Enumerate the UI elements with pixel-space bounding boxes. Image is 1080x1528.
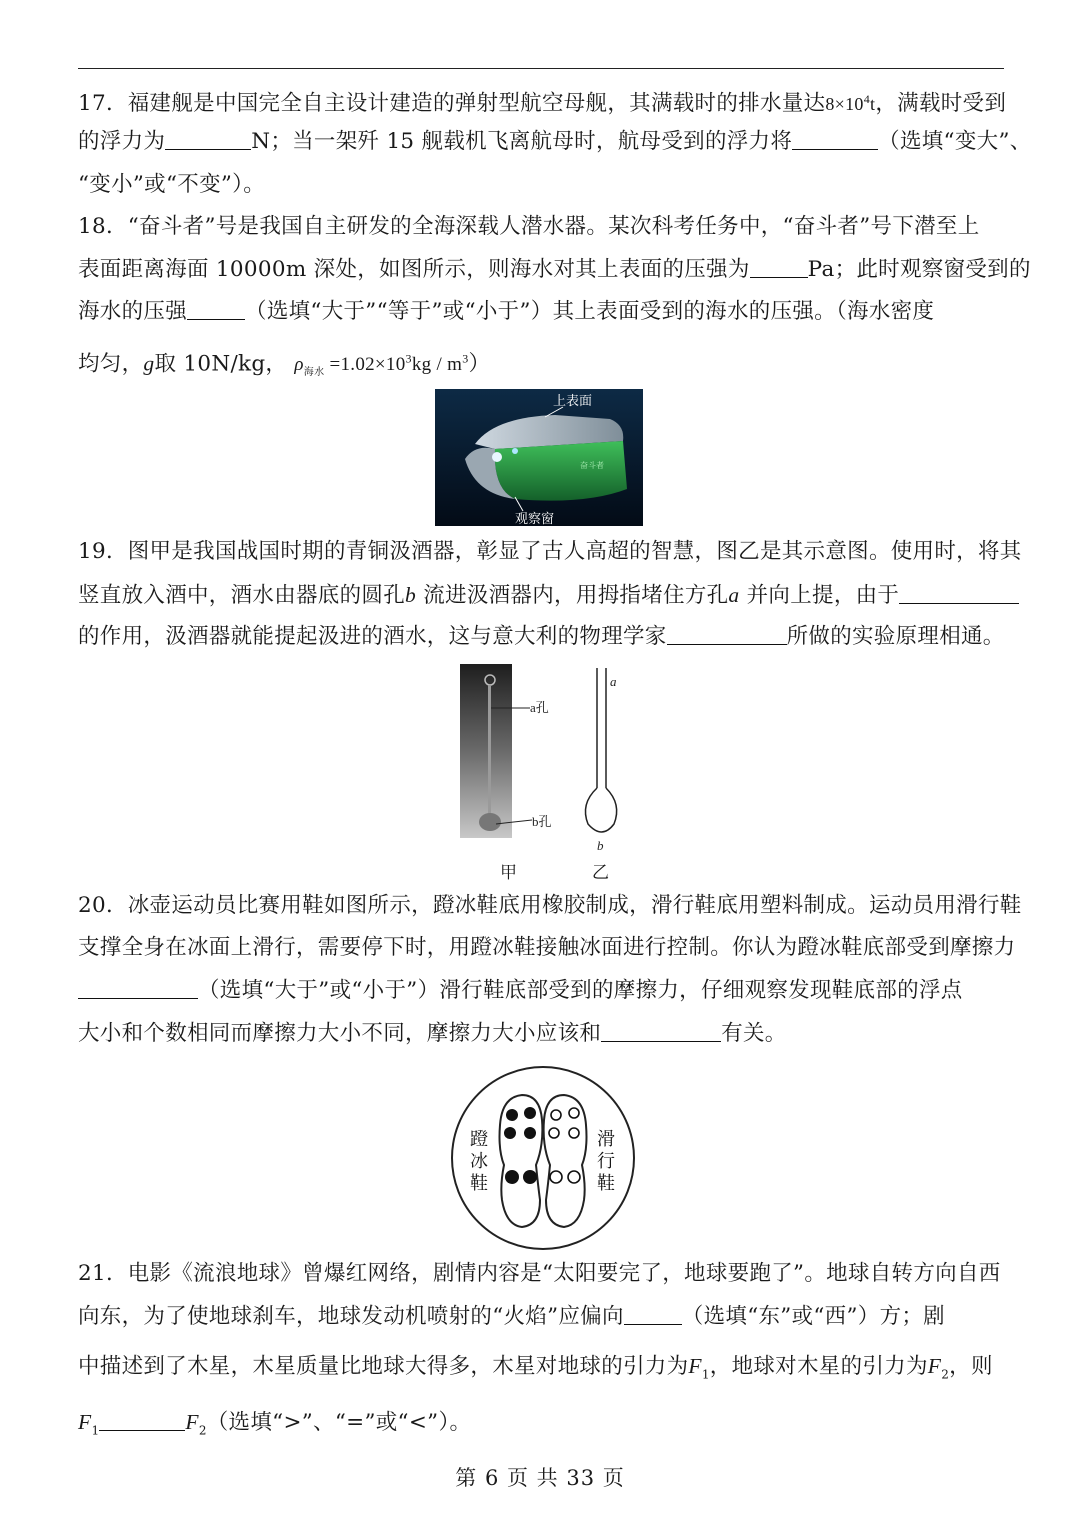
q19-line-3: 的作用，汲酒器就能提起汲进的酒水，这与意大利的物理学家 所做的实验原理相通。: [78, 624, 1005, 649]
q18-blank-2[interactable]: [187, 297, 245, 320]
q17-blank-2[interactable]: [792, 127, 878, 150]
q21-line-4: $F_1$ $F_2$（选填“>”、“=”或“<”）。: [78, 1410, 472, 1438]
q17-line-2: 的浮力为 N；当一架歼 15 舰载机飞离航母时，航母受到的浮力将 （选填“变大”、: [78, 129, 1032, 154]
svg-text:蹬: 蹬: [470, 1129, 488, 1150]
svg-text:鞋: 鞋: [470, 1173, 488, 1194]
displacement-value: $8\times 10^4t$: [825, 92, 876, 114]
q18-line-3: 海水的压强 （选填“大于”“等于”或“小于”）其上表面受到的海水的压强。（海水密度: [78, 299, 935, 324]
q21-line-1: 21．电影《流浪地球》曾爆红网络，剧情内容是“太阳要完了，地球要跑了”。地球自转方向自西: [78, 1261, 1001, 1286]
left-vertical-label: [470, 1129, 488, 1194]
q19-blank-2[interactable]: [667, 622, 787, 645]
q20-line-1: 20．冰壶运动员比赛用鞋如图所示，蹬冰鞋底用橡胶制成，滑行鞋底用塑料制成。运动员用滑行鞋: [78, 893, 1022, 918]
q20-line-2: 支撑全身在冰面上滑行，需要停下时，用蹬冰鞋接触冰面进行控制。你认为蹬冰鞋底部受到摩擦力: [78, 935, 1016, 960]
svg-text:滑: 滑: [597, 1129, 615, 1150]
bronze-dipper-photo: [460, 664, 512, 838]
q20-blank-1[interactable]: [78, 976, 198, 999]
stop-shoe-sole: [500, 1095, 543, 1227]
wine-dipper-drawing: [456, 664, 626, 864]
shoe-soles-drawing: [450, 1065, 636, 1251]
label-hole-a: a孔: [530, 700, 549, 715]
svg-text:冰: 冰: [470, 1151, 488, 1172]
svg-text:行: 行: [597, 1151, 615, 1172]
q21-line-3: 中描述到了木星，木星质量比地球大得多，木星对地球的引力为$F_1$，地球对木星的引力为$F_2$，则: [78, 1354, 993, 1382]
label-hole-b: b孔: [532, 814, 552, 829]
label-upper-surface: 上表面: [553, 394, 593, 409]
q17-line-1: 17．福建舰是中国完全自主设计建造的弹射型航空母舰，其满载时的排水量达$8\times 10^4t$，满载时受到: [78, 91, 1007, 116]
header-rule: [78, 68, 1004, 69]
seawater-density: $\rho_{海水} =1.02\times 10^3kg / m^3$: [294, 352, 469, 379]
submersible-figure: [435, 389, 643, 526]
hull-lettering: 奋斗者: [580, 461, 604, 470]
q21-line-2: 向东，为了使地球刹车，地球发动机喷射的“火焰”应偏向 （选填“东”或“西”）方；剧: [78, 1304, 945, 1329]
q17-line-3: “变小”或“不变”）。: [78, 172, 266, 197]
caption-jia: 甲: [500, 863, 518, 883]
q17-blank-1[interactable]: [165, 127, 251, 150]
submersible-photo: [435, 389, 643, 526]
q18-line-2: 表面距离海面 10000m 深处，如图所示，则海水对其上表面的压强为 Pa；此时观察窗受到的: [78, 257, 1031, 282]
svg-text:鞋: 鞋: [597, 1173, 615, 1194]
q18-line-1: 18．“奋斗者”号是我国自主研发的全海深载人潜水器。某次科考任务中，“奋斗者”号下潜至上: [78, 214, 980, 239]
dipper-schematic: [585, 788, 616, 832]
q18-blank-1[interactable]: [750, 255, 808, 278]
wine-dipper-figure: [456, 664, 626, 864]
label-a: a: [610, 674, 617, 689]
page-footer: 第 6 页 共 33 页: [455, 1466, 625, 1490]
caption-yi: 乙: [592, 863, 610, 883]
q21-blank-1[interactable]: [624, 1302, 682, 1325]
q18-line-4: 均匀，g取 10N/kg， $\rho_{海水} =1.02\times 10^3kg / m^3$）: [78, 351, 491, 379]
q19-blank-1[interactable]: [899, 581, 1019, 604]
q19-line-1: 19．图甲是我国战国时期的青铜汲酒器，彰显了古人高超的智慧，图乙是其示意图。使用时，将其: [78, 539, 1022, 564]
q21-blank-2[interactable]: [99, 1408, 185, 1431]
slide-shoe-sole: [544, 1095, 587, 1227]
q19-line-2: 竖直放入酒中，酒水由器底的圆孔b 流进汲酒器内，用拇指堵住方孔a 并向上提，由于: [78, 580, 1006, 611]
label-observation-window: 观察窗: [515, 512, 555, 526]
label-b: b: [597, 838, 604, 853]
curling-shoes-figure: [450, 1065, 636, 1251]
right-vertical-label: [597, 1129, 615, 1194]
q20-line-3: （选填“大于”或“小于”）滑行鞋底部受到的摩擦力，仔细观察发现鞋底部的浮点: [78, 976, 1006, 1006]
q20-blank-2[interactable]: [601, 1019, 721, 1042]
q20-line-4: 大小和个数相同而摩擦力大小不同，摩擦力大小应该和 有关。: [78, 1021, 787, 1046]
